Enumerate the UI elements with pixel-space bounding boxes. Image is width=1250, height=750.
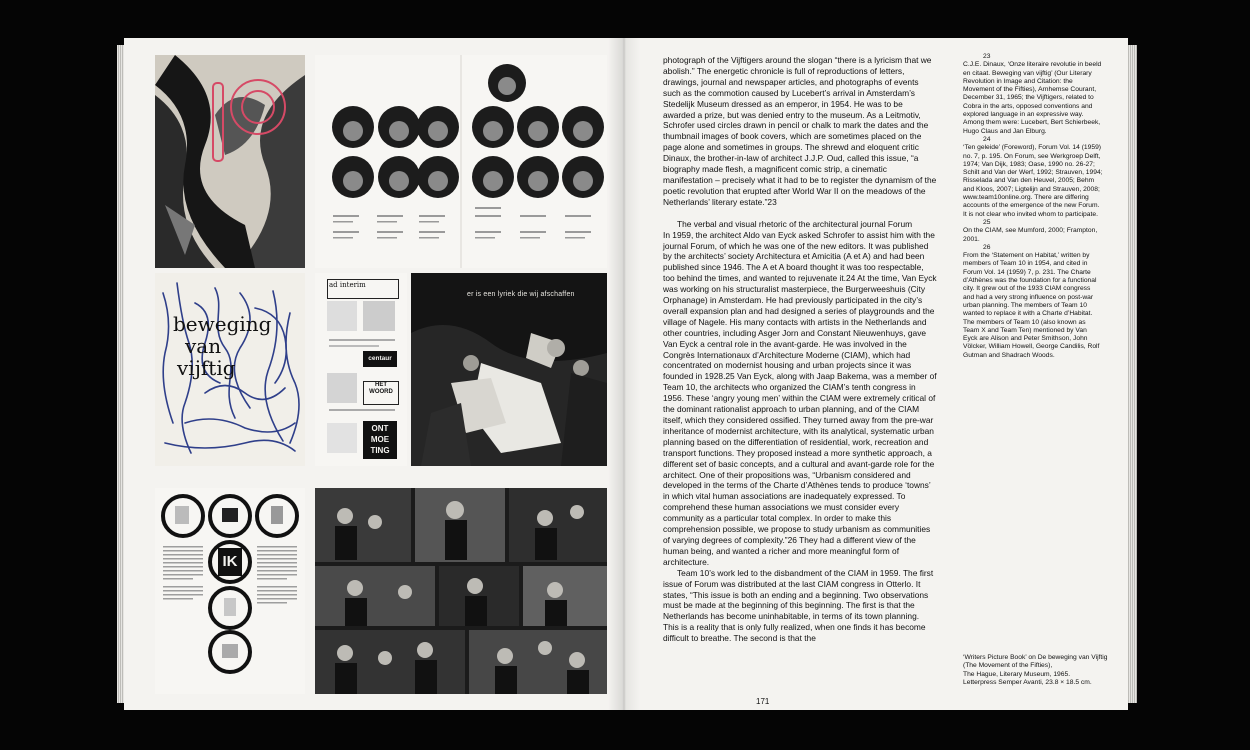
body-text <box>663 55 937 644</box>
plate-portraits-of-poets <box>315 55 607 268</box>
note-number: 24 <box>983 135 991 143</box>
magazine-centaur: centaur <box>363 351 397 367</box>
magazine-ontmoeting: ONT MOE TING <box>363 421 397 459</box>
note-number: 23 <box>983 53 991 60</box>
note-text: C.J.E. Dinaux, ‘Onze literaire revolutie in beeld en citaat. Beweging van vijftig’ (Our Literary Revolution in Image and Citation: the Movement of the Fifties), Arnhemse Courant, December 31, 1965; the Vijftigers, related to Cobra in the arts, opposed conventions and explored language in an expressive way. Among them were: Lucebert, Bert Schierbeek, Hugo Claus and Jan Elburg. <box>963 61 1102 135</box>
plate-photo-vijftigers-slogan <box>411 273 607 466</box>
body-paragraph-3: Team 10’s work led to the disbandment of the CIAM in 1959. The first issue of Forum was distributed at the last CIAM congress in Otterlo. It states, “This issue is both an ending and a beginning. Two observations must be made at the beginning of this beginning. The first is that the Netherlands has become uninhabitable, in terms of its town planning. This is a reality that is only fully realized, when one finds it has become difficult to breathe. The second is that the <box>663 567 934 644</box>
magazine-het-woord: HET WOORD <box>363 381 399 405</box>
page-number: 171 <box>756 697 770 706</box>
plate-caption <box>963 654 1113 687</box>
note-number: 26 <box>983 243 991 251</box>
cover-title-line-2: van <box>185 334 222 358</box>
note-text: On the CIAM, see Mumford, 2000; Frampton, 2001. <box>963 227 1098 243</box>
plate-group-photographs <box>315 488 607 694</box>
plate-abstract-drawing <box>155 55 305 268</box>
caption-line: The Hague, Literary Museum, 1965. <box>963 670 1071 678</box>
gutter-shadow <box>608 38 640 710</box>
section-heading: The verbal and visual rhetoric of the architectural journal Forum <box>677 218 913 229</box>
note-text: ‘Ten geleide’ (Foreword), Forum Vol. 14 (1959) no. 7, p. 195. On Forum, see Werkgroep Delft, 1974; Van Dijk, 1983; Oase, 1990 no. 26-27; Schilt and Van der Werf, 1992; Strauven, 1994; Risselada and Van den Heuvel, 2005; Behm and Kloos, 2007; Ligtelijn and Strauven, 2008; www.team10online.org. There are differing accounts of the emergence of the new Forum. It is not clear who invited whom to participate. <box>963 144 1103 218</box>
note-text: From the ‘Statement on Habitat,’ written by members of Team 10 in 1954, and cited in Forum Vol. 14 (1959) 7, p. 231. The Charte d’Athènes was the foundation for a functional city. It grew out of the 1933 CIAM congress and had a very strong influence on post-war urban planning. The members of Team 10 wanted to replace it with a Charte d’Habitat. The members of Team 10 (also known as Team X and Team Ten) mentioned by Van Eyck are Alison and Peter Smithson, John Völcker, William Howell, George Candilis, Rolf Gutman and Shadrach Woods. <box>963 252 1100 359</box>
body-paragraph-2: In 1959, the architect Aldo van Eyck asked Schrofer to assist him with the journal Forum, of which he was one of the new editors. It was published by the architects’ society Architectura et Amicitia (A et A) and had been published since 1946. The A et A board thought it was too respectable, too behind the times, and wanted to rejuvenate it.24 At the time, Van Eyck was working on his structuralist masterpiece, the Burgerweeshuis (City Orphanage) in Amsterdam. He had previously participated in the city’s overall expansion plan and had designed a series of playgrounds and the village of Nagele. His many contacts with artists in the Netherlands and other countries, including Asger Jorn and Constant Nieuwenhuys, gave Van Eyck a central role in the avant-garde. He was involved in the Congrès Internationaux d’Architecture Moderne (CIAM), which had concentrated on modernist housing and urban projects since it was founded in 1928.25 Van Eyck, along with Jaap Bakema, was a member of Team 10, the architects who organized the CIAM’s tenth congress in 1956. These ‘angry young men’ within the CIAM were extremely critical of the dominant rationalist approach to urban planning, and of the CIAM itself, which they considered ossified. They turned away from the pre-war inheritance of modernist architecture, with its analytical, systematic urban planning based on the differentiation of residential, work, recreation and transport functions. They proposed instead a more synthetic approach, a different set of basic concepts, and a cultural and avant-garde role for the architect. One of their propositions was, “Urbanism considered and developed in the terms of the Charte d’Athènes tends to produce ‘towns’ in which vital human associations are inadequately expressed. To comprehend these human associations we must consider every community as a particular total complex. In order to make this comprehension possible, we propose to study urbanism as communities of varying degrees of complexity.”26 They had a different view of the human being, and wanted a richer and more meaningful form of architecture. <box>663 229 937 567</box>
caption-line: Letterpress Semper Avanti, 23.8 × 18.5 cm. <box>963 678 1092 686</box>
right-page-edge <box>1127 45 1137 703</box>
note-number: 25 <box>983 218 991 226</box>
cover-title-line-3: vijftig <box>177 356 236 380</box>
plate-magazine-covers <box>315 273 407 466</box>
tile-ik: IK <box>218 548 242 576</box>
plate-cover-beweging-van-vijftig <box>155 273 305 466</box>
plate-circles-collage <box>155 488 305 694</box>
cover-title-line-1: beweging <box>173 312 272 336</box>
body-paragraph-1: photograph of the Vijftigers around the slogan “there is a lyricism that we abolish.” The energetic chronicle is full of reproductions of letters, drawings, journal and newspaper articles, and photographs of events such as the commotion caused by Lucebert’s arrival in Amsterdam’s Stedelijk Museum dressed as an emperor, in 1954. He was to be awarded a prize, but was denied entry to the museum. As a Leitmotiv, Schrofer used circles drawn in pencil or chalk to mark the dates and the thumbnail images of book covers, which are sometimes placed on the page alone and sometimes in groups. The shrewd and eloquent critic Dinaux, the brother-in-law of architect J.J.P. Oud, called this issue, “a biography made flesh, a magnificent comic strip, a cinematic manifestation – precisely what it had to be to register the dynamism of the poetic revolution that erupted after World War II on the meadows of the Netherlands’ literary estate.”23 <box>663 55 937 207</box>
photo-slogan: er is een lyriek die wij afschaffen <box>467 291 575 298</box>
footnotes <box>963 53 1103 360</box>
magazine-ad-interim: ad interim <box>327 279 399 299</box>
caption-line: ‘Writers Picture Book’ on De beweging van Vijftig (The Movement of the Fifties), <box>963 654 1108 670</box>
